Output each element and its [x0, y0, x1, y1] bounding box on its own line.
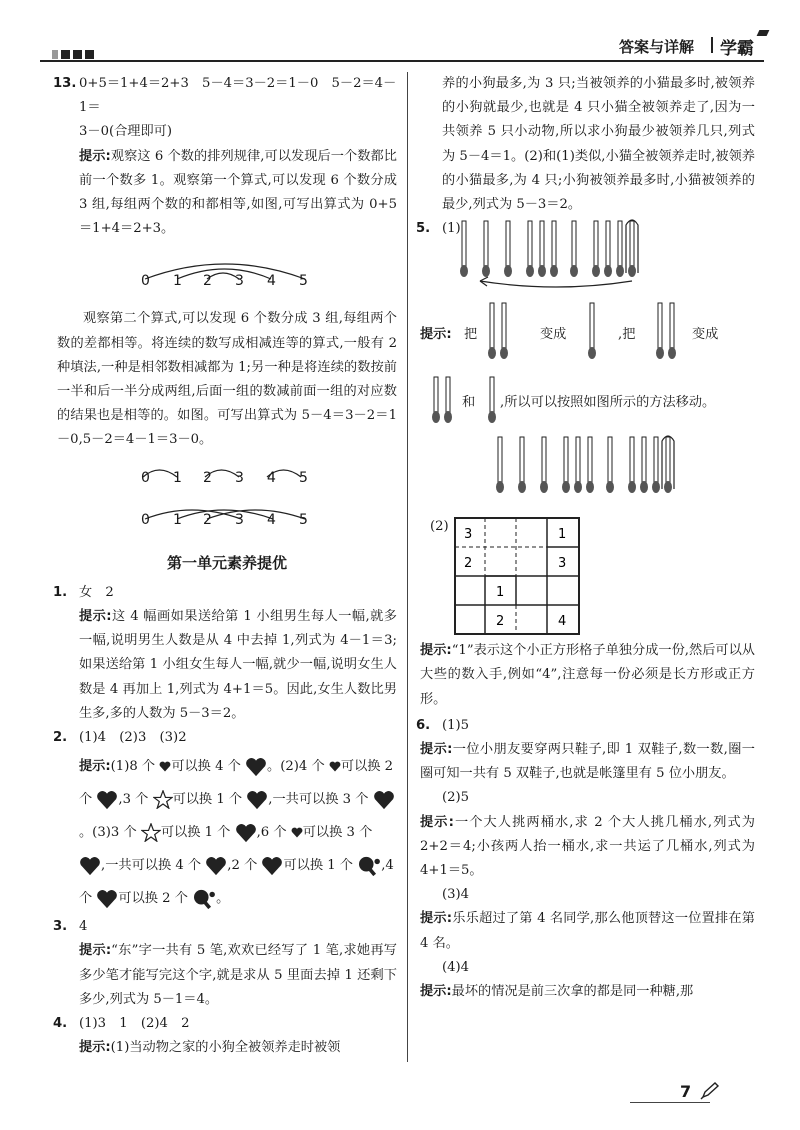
big-heart-icon	[261, 856, 283, 876]
hint-text: ,6 个	[256, 825, 287, 841]
small-heart-icon	[291, 827, 303, 838]
hint-text: ,4 个	[79, 858, 394, 907]
matchstick-icon	[444, 377, 452, 423]
hint-paragraph	[420, 907, 755, 955]
hint-text: “东”字一共有 5 笔,欢欢已经写了 1 笔,求她再写多少笔才能写完这个字,就是求从 5 里面去掉 1 还剩下多少,列式为 5－1＝4。	[79, 943, 397, 1007]
star-icon	[141, 823, 161, 842]
hint-text: 可以换 3 个	[302, 825, 373, 841]
matchstick-icon	[504, 221, 512, 277]
grid-figure	[430, 515, 755, 639]
hint-label: 提示:	[420, 742, 453, 758]
hint-text: (1)8 个	[110, 759, 156, 775]
digit: 2	[203, 273, 212, 290]
matchsticks-pair-icon	[582, 299, 612, 369]
matchstick-icon	[432, 377, 440, 423]
digit: 0	[141, 512, 150, 529]
digit: 0	[141, 273, 150, 290]
hint-text: 乐乐超过了第 4 名同学,那么他顶替这一位置排在第 4 名。	[420, 911, 755, 951]
hint-text: 变成	[692, 327, 719, 343]
matchstick-icon	[484, 373, 500, 429]
matchstick-icon	[628, 221, 636, 277]
matchsticks-pair-icon	[484, 299, 524, 369]
hint-text: 可以换 1 个	[160, 825, 231, 841]
hint-text: 一个大人挑两桶水,求 2 个大人挑几桶水,列式为 2+2＝4;小孩两人抬一桶水,求一共运了几桶水,列式为 4+1＝5。	[420, 814, 755, 879]
hint-text: 和	[462, 395, 476, 411]
big-heart-icon	[373, 790, 395, 810]
grid-cell: 3	[464, 527, 473, 543]
hint-text: 可以换 4 个	[171, 759, 241, 775]
star-icon	[153, 790, 173, 809]
big-heart-icon	[235, 823, 257, 843]
matchstick-icon	[540, 437, 548, 493]
hint-text: (1)当动物之家的小狗全被领养走时被领	[110, 1040, 341, 1056]
hint-paragraph	[420, 639, 755, 712]
hint-text: 把	[464, 327, 478, 343]
answer-line: 0+5＝1+4＝2+3 5－4＝3－2＝1－0 5－2＝4－1＝	[79, 76, 397, 116]
answer-line: (2)5	[442, 790, 470, 806]
hint-label: 提示:	[79, 943, 112, 959]
hint-label: 提示:	[420, 984, 452, 1000]
answer-line: (1)5	[442, 717, 470, 733]
header-title: 答案与详解	[618, 38, 694, 56]
ping-pong-paddle-icon	[192, 889, 216, 909]
question-13	[53, 72, 397, 241]
matchstick-icon	[656, 303, 664, 359]
digit: 1	[173, 512, 182, 529]
matchstick-icon	[496, 437, 504, 493]
sum-arcs-icon	[137, 251, 317, 297]
hint-text: 一位小朋友要穿两只鞋子,即 1 双鞋子,数一数,圈一圈可知一共有 5 双鞋子,也就是帐篷里有 5 位小朋友。	[420, 742, 755, 782]
question-number: 6.	[416, 717, 431, 733]
matchstick-icon	[652, 437, 660, 493]
matchstick-icon	[562, 437, 570, 493]
answer-line: (3)4	[442, 887, 470, 903]
small-heart-icon	[159, 761, 171, 772]
hint-paragraph	[79, 939, 397, 1012]
question-number: 2.	[53, 730, 68, 746]
matchstick-icon	[586, 437, 594, 493]
move-arrow-icon	[480, 281, 632, 287]
division-grid	[454, 517, 582, 635]
grid-cell: 2	[464, 556, 473, 572]
hint-text: 这 4 幅画如果送给第 1 小组男生每人一幅,就多一幅,说明男生人数是从 4 中去掉 1,列式为 4－1＝3;如果送给第 1 小组女生每人一幅,就少一幅,说明女生人数是 4 再加上 1,列式为 4+1＝5。因此,女生人数比男生多,多的人数为 5－3＝2。	[79, 609, 397, 721]
answer-line: (1)3 1 (2)4 2	[79, 1016, 190, 1032]
hint-label: 提示:	[420, 911, 453, 927]
right-column	[416, 72, 755, 1004]
matchstick-icon	[628, 437, 636, 493]
section-title: 第一单元素养提优	[166, 553, 287, 572]
page-number: 7	[680, 1082, 692, 1101]
hint-text: 最坏的情况是前三次拿的都是同一种糖,那	[451, 984, 694, 1000]
matchstick-icon	[538, 221, 546, 277]
halves-arcs-icon	[137, 497, 317, 537]
question-number: 1.	[53, 584, 68, 600]
digit: 1	[173, 470, 182, 487]
digit: 3	[235, 470, 244, 487]
matchstick-icon	[604, 221, 612, 277]
adjacent-arcs-icon	[137, 461, 317, 495]
big-heart-icon	[79, 856, 101, 876]
question-1	[53, 581, 397, 726]
hint-label: 提示:	[79, 1040, 111, 1056]
grid-cell: 2	[496, 614, 505, 630]
number-line-sum	[137, 251, 317, 297]
hint-row	[420, 299, 755, 373]
digit: 5	[299, 273, 308, 290]
answer-line: 4	[79, 919, 88, 935]
digit: 3	[235, 273, 244, 290]
big-heart-icon	[205, 856, 227, 876]
hint-text: ,2 个	[227, 858, 258, 874]
grid-cell: 1	[558, 527, 567, 543]
match-row-original	[442, 217, 755, 295]
digit: 1	[173, 273, 182, 290]
hint-text: 。(2)4 个	[267, 759, 325, 775]
hint-row-2	[442, 373, 755, 429]
matchstick-icon	[592, 221, 600, 277]
matchstick-icon	[550, 221, 558, 277]
grid-cell: 3	[558, 556, 567, 572]
answer-line: 3－0(合理即可)	[79, 124, 173, 140]
hint-text: 观察这 6 个数的排列规律,可以发现后一个数都比前一个数多 1。观察第一个算式,可以发现 6 个数分成 3 组,每组两个数的和都相等,如图,可写出算式为 0+5＝1+4＝2+3。	[79, 148, 397, 237]
digit: 5	[299, 470, 308, 487]
paragraph: 观察第二个算式,可以发现 6 个数分成 3 组,每组两个数的差都相等。将连续的数写成相减连等的算式,一般有 2 种填法,一种是相邻数相减都为 1;另一种是将连续的数按前一半和后一半分成两组,后面一组的数减前面一组的对应数的结果也是相等的。如图。可写出算式为 5－4＝3－2＝1－0,5－2＝4－1＝3－0。	[57, 311, 397, 448]
number-line-adjacent	[137, 461, 317, 495]
small-heart-icon	[329, 761, 341, 772]
matchstick-icon	[460, 221, 468, 277]
answer-line: 女 2	[79, 584, 114, 600]
hint-text: 。	[216, 891, 230, 907]
matchstick-icon	[482, 221, 490, 277]
digit: 5	[299, 512, 308, 529]
header-marks-icon	[52, 44, 97, 63]
hint-paragraph	[420, 980, 755, 1004]
answer-line: (1)4 (2)3 (3)2	[79, 730, 187, 746]
hint-text: ,3 个	[118, 792, 149, 808]
left-column	[53, 72, 397, 1060]
question-number: 3.	[53, 919, 68, 935]
digit: 2	[203, 512, 212, 529]
matchstick-icon	[668, 303, 676, 359]
matchstick-icon	[664, 437, 672, 493]
matchstick-icon	[640, 437, 648, 493]
column-divider	[407, 72, 408, 1062]
grid-cell: 1	[496, 585, 505, 601]
matchstick-icon	[606, 437, 614, 493]
digit: 4	[267, 273, 276, 290]
paragraph: 养的小狗最多,为 3 只;当被领养的小猫最多时,被领养的小狗就最少,也就是 4 只小猫全被领养走了,因为一共领养 5 只小动物,所以求小狗最少被领养几只,列式为 5－4＝1。(2)和(1)类似,小猫全被领养走时,被领养的小猫最多,为 4 只;小狗被领养最多时,小猫被领养的最少,列式为 5－3＝2。	[442, 76, 755, 213]
big-heart-icon	[96, 790, 118, 810]
hint-text: 可以换 1 个	[172, 792, 243, 808]
footer-line	[630, 1102, 710, 1103]
matchsticks-figure-icon	[456, 217, 756, 295]
number-line-halves	[137, 497, 317, 537]
matchsticks-result-icon	[492, 433, 792, 511]
big-heart-icon	[245, 757, 267, 777]
hint-label: 提示:	[420, 643, 452, 659]
matchstick-icon	[616, 221, 624, 277]
hint-paragraph	[420, 811, 755, 884]
hint-text: ,所以可以按照如图所示的方法移动。	[500, 395, 716, 411]
question-2	[53, 726, 397, 915]
digit: 0	[141, 470, 150, 487]
digit: 2	[203, 470, 212, 487]
hint-text: ,一共可以换 4 个	[101, 858, 202, 874]
header-brand: 学霸	[720, 34, 754, 59]
hint-text: “1”表示这个小正方形格子单独分成一份,然后可以从大些的数入手,例如“4”,注意每一份必须是长方形或正方形。	[420, 643, 755, 707]
page-header	[40, 30, 764, 62]
hint-text: 可以换 2 个	[79, 759, 394, 808]
hint-paragraph	[79, 750, 397, 915]
hint-label: 提示:	[420, 327, 452, 343]
hint-text: 可以换 2 个	[118, 891, 188, 907]
question-number: 5.	[416, 221, 431, 237]
question-5	[416, 217, 755, 712]
part-label: (2)	[430, 519, 449, 535]
matchstick-icon	[500, 303, 508, 359]
digit: 4	[267, 512, 276, 529]
hint-text: 。(3)3 个	[79, 825, 137, 841]
hint-paragraph	[79, 1036, 397, 1060]
hint-text: 变成	[540, 327, 567, 343]
grid-cell: 4	[558, 614, 567, 630]
matchstick-icon	[518, 437, 526, 493]
digit: 4	[267, 470, 276, 487]
hint-label: 提示:	[420, 814, 454, 830]
hint-paragraph	[79, 145, 397, 242]
matchstick-icon	[574, 437, 582, 493]
hint-paragraph	[420, 738, 755, 786]
matchstick-icon	[588, 303, 596, 359]
big-heart-icon	[96, 889, 118, 909]
pencil-icon	[700, 1082, 720, 1100]
part-label: (1)	[442, 221, 461, 237]
hint-label: 提示:	[79, 148, 111, 164]
match-row-result	[442, 429, 755, 511]
question-number: 4.	[53, 1016, 68, 1032]
question-number: 13.	[53, 76, 77, 91]
matchstick-icon	[488, 303, 496, 359]
hint-text: 可以换 1 个	[283, 858, 353, 874]
matchsticks-pair-icon	[426, 373, 460, 429]
question-4	[53, 1012, 397, 1060]
matchsticks-pair-icon	[652, 299, 682, 369]
matchstick-icon	[570, 221, 578, 277]
question-3	[53, 915, 397, 1012]
matchstick-icon	[526, 221, 534, 277]
answer-line: (4)4	[442, 959, 470, 975]
hint-text: ,把	[618, 327, 636, 343]
matchstick-icon	[488, 377, 496, 423]
big-heart-icon	[246, 790, 268, 810]
hint-label: 提示:	[79, 759, 111, 775]
hint-text: ,一共可以换 3 个	[268, 792, 369, 808]
hint-label: 提示:	[79, 609, 112, 625]
graduation-cap-icon	[757, 30, 770, 36]
hint-paragraph	[79, 605, 397, 726]
digit: 3	[235, 512, 244, 529]
ping-pong-paddle-icon	[357, 856, 381, 876]
question-6	[416, 714, 755, 1004]
